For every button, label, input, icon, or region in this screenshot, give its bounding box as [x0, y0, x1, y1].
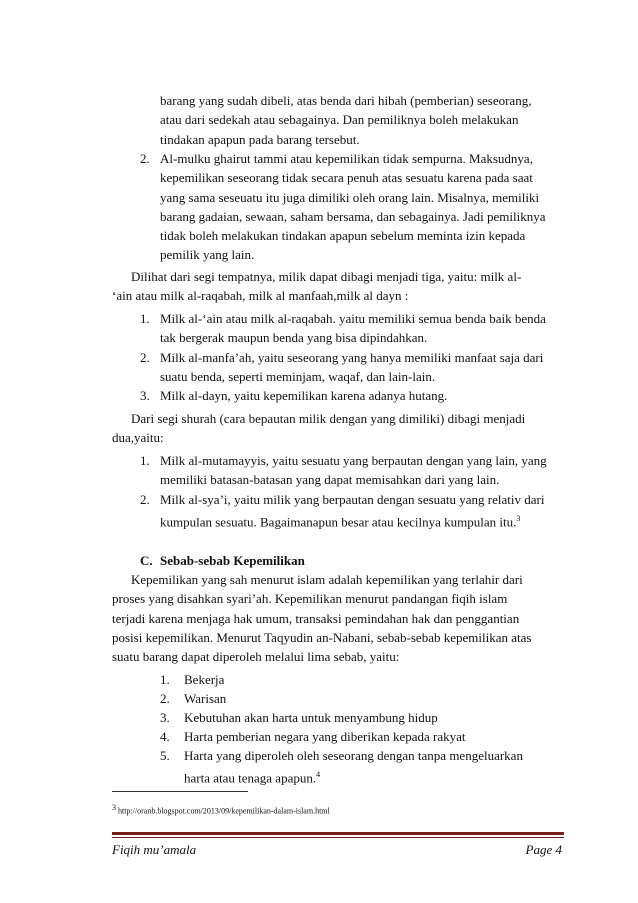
page-number: Page 4	[525, 842, 562, 857]
text-line: memiliki batasan-batasan yang dapat memisahkan dari yang lain.	[160, 472, 500, 487]
footnote-link[interactable]: http://oranb.blogspot.com/2013/09/kepemilikan-dalam-islam.html	[118, 806, 330, 816]
section-label: C.	[140, 553, 153, 568]
text-line: Milk al-‘ain atau milk al-raqabah. yaitu memiliki semua benda baik benda	[160, 311, 546, 326]
text-line: Milk al-dayn, yaitu kepemilikan karena adanya hutang.	[160, 388, 448, 403]
text-line: Harta pemberian negara yang diberikan kepada rakyat	[184, 729, 466, 744]
list-number: 3.	[140, 388, 150, 403]
text-line	[184, 766, 320, 787]
footer-title: Fiqih mu’amala	[112, 842, 197, 857]
text-line: Al-mulku ghairut tammi atau kepemilikan tidak sempurna. Maksudnya,	[160, 151, 533, 166]
list-number: 1.	[140, 311, 150, 326]
list-number: 1.	[140, 453, 150, 468]
footnote	[112, 803, 330, 816]
text-line: barang yang sudah dibeli, atas benda dari hibah (pemberian) seseorang,	[160, 93, 532, 108]
text-line: Milk al-manfa’ah, yaitu seseorang yang hanya memiliki manfaat saja dari	[160, 350, 544, 365]
text-line: atau dari sedekah atau sebagainya. Dan pemiliknya boleh melakukan	[160, 112, 519, 127]
text-line-content: harta atau tenaga apapun.	[184, 770, 317, 786]
text-line: Kebutuhan akan harta untuk menyambung hidup	[184, 710, 438, 725]
footnote-separator	[112, 791, 248, 792]
footnote-reference[interactable]: 4	[316, 770, 321, 779]
text-line: kepemilikan seseorang tidak secara penuh atas sesuatu karena pada saat	[160, 170, 533, 185]
list-number: 5.	[160, 748, 170, 763]
footer-rule-thin	[112, 837, 564, 838]
footnote-reference[interactable]: 3	[516, 514, 521, 523]
footer-rule	[112, 832, 564, 835]
text-line: Milk al-sya’i, yaitu milik yang berpautan dengan sesuatu yang relativ dari	[160, 492, 545, 507]
text-line: tak bergerak maupun benda yang bisa dipindahkan.	[160, 330, 428, 345]
text-line-content: kumpulan sesuatu. Bagaimanapun besar atau kecilnya kumpulan itu.	[160, 514, 517, 530]
text-line: tindakan apapun pada barang tersebut.	[160, 132, 360, 147]
text-line: pemilik yang lain.	[160, 247, 255, 262]
paragraph-line: Dari segi shurah (cara bepautan milik dengan yang dimiliki) dibagi menjadi	[131, 411, 526, 426]
paragraph-line: ‘ain atau milk al-raqabah, milk al manfaah,milk al dayn :	[112, 288, 409, 303]
text-line	[160, 510, 520, 531]
paragraph-line: terjadi karena menjaga hak umum, transaksi pemindahan hak dan penggantian	[112, 611, 520, 626]
text-line: Bekerja	[184, 672, 225, 687]
paragraph-line: suatu barang dapat diperoleh melalui lima sebab, yaitu:	[112, 649, 400, 664]
text-line: Harta yang diperoleh oleh seseorang dengan tanpa mengeluarkan	[184, 748, 523, 763]
footnote-number: 3	[112, 803, 116, 812]
list-number: 2.	[140, 350, 150, 365]
list-number: 3.	[160, 710, 170, 725]
text-line: yang sama seseuatu itu juga dimiliki oleh orang lain. Misalnya, memiliki	[160, 190, 540, 205]
paragraph-line: Kepemilikan yang sah menurut islam adalah kepemilikan yang terlahir dari	[131, 572, 523, 587]
list-number: 2.	[160, 691, 170, 706]
text-line: barang gadaian, sewaan, saham bersama, dan sebagainya. Jadi pemiliknya	[160, 209, 546, 224]
text-line: suatu benda, seperti meminjam, waqaf, dan lain-lain.	[160, 369, 436, 384]
list-number: 2.	[140, 151, 150, 166]
list-number: 2.	[140, 492, 150, 507]
text-line: Warisan	[184, 691, 227, 706]
paragraph-line: Dilihat dari segi tempatnya, milik dapat dibagi menjadi tiga, yaitu: milk al-	[131, 269, 522, 284]
paragraph-line: dua,yaitu:	[112, 430, 164, 445]
section-title: Sebab-sebab Kepemilikan	[160, 553, 305, 568]
paragraph-line: proses yang disahkan syari’ah. Kepemilikan menurut pandangan fiqih islam	[112, 591, 508, 606]
paragraph-line: posisi kepemilikan. Menurut Taqyudin an-Nabani, sebab-sebab kepemilikan atas	[112, 630, 532, 645]
list-number: 1.	[160, 672, 170, 687]
text-line: Milk al-mutamayyis, yaitu sesuatu yang berpautan dengan yang lain, yang	[160, 453, 547, 468]
text-line: tidak boleh melakukan tindakan apapun sebelum meminta izin kepada	[160, 228, 526, 243]
list-number: 4.	[160, 729, 170, 744]
